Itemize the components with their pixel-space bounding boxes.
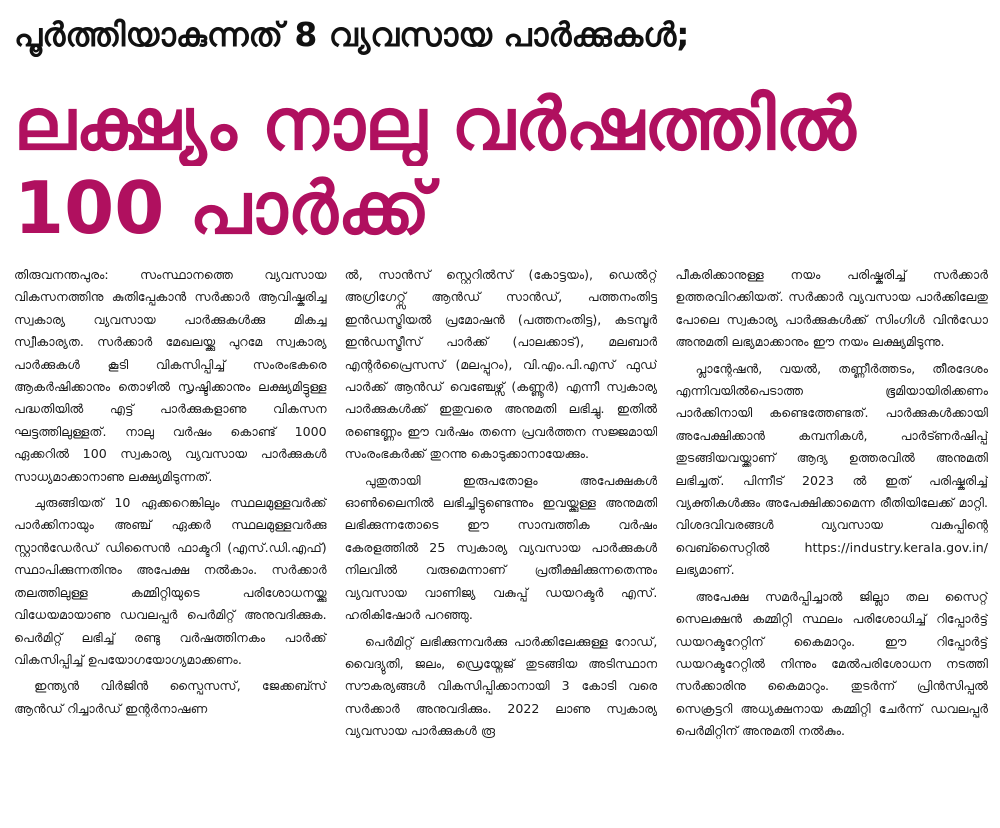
- article-body: [14, 264, 988, 824]
- body-paragraph: അപേക്ഷ സമർപ്പിച്ചാൽ ജില്ലാ തല സൈറ്റ് സെലക്ഷൻ കമ്മിറ്റി സ്ഥലം പരിശോധിച്ച് റിപ്പോർട്ട് ഡയറക്ടറേറ്റിന് കൈമാറും. ഈ റിപ്പോർട്ട് ഡയറക്ടറേറ്റിൽ നിന്നും മേൽപരിശോധന നടത്തി സർക്കാരിനു കൈമാറും. തുടർന്ന് പ്രിൻസിപ്പൽ സെക്രട്ടറി അധ്യക്ഷനായ കമ്മിറ്റി ചേർന്ന് ഡവലപ്പർ പെർമിറ്റിന് അനുമതി നൽകും.: [675, 588, 989, 739]
- body-column-3: [675, 264, 988, 824]
- body-column-2: [345, 264, 658, 824]
- body-paragraph: ഇന്ത്യൻ വിർജിൻ സ്പൈസസ്, ജേക്കബ്സ് ആൻഡ് റിച്ചാർഡ് ഇന്റർനാഷണ: [14, 678, 327, 716]
- headline-line-2: 100 പാർക്ക്: [14, 166, 431, 250]
- body-paragraph: ൽ, സാൻസ് സ്റ്റെറിൽസ് (കോട്ടയം), ഡെൽറ്റ് അഗ്രിഗേറ്റ്സ് ആൻഡ് സാൻഡ്, പത്തനംതിട്ട ഇൻഡസ്ട്രിയൽ പ്രമോഷൻ (പത്തനംതിട്ട), കടമ്പൂർ ഇൻഡസ്ട്രീസ് പാർക്ക് (പാലക്കാട്), മലബാർ എന്റർപ്രൈസസ് (മലപ്പുറം), വി.എം.പി.എസ് ഫുഡ് പാർക്ക് ആൻഡ് വെഞ്ചേഴ്സ് (കണ്ണൂർ) എന്നീ സ്വകാര്യ പാർക്കുകൾക്ക് ഇതുവരെ അനുമതി ലഭിച്ചു. ഇതിൽ രണ്ടെണ്ണം ഈ വർഷം തന്നെ പ്രവർത്തന സജ്ജമായി സംരംഭകർക്ക് തുറന്നു കൊടുക്കാനായേക്കും.: [344, 267, 658, 462]
- body-paragraph: പ്ലാന്റേഷൻ, വയൽ, തണ്ണീർത്തടം, തീരദേശം എന്നിവയിൽപെടാത്ത ഭൂമിയായിരിക്കണം പാർക്കിനായി കണ്ടെത്തേണ്ടത്. പാർക്കുകൾക്കായി അപേക്ഷിക്കാൻ കമ്പനികൾ, പാർട്ണർഷിപ്പ് തുടങ്ങിയവയ്ക്കാണ് ആദ്യ ഉത്തരവിൽ അനുമതി ലഭിച്ചത്. പിന്നീട് 2023 ൽ ഇത് പരിഷ്കരിച്ച് വ്യക്തികൾക്കും അപേക്ഷിക്കാമെന്ന രീതിയിലേക്ക് മാറ്റി. വിശദവിവരങ്ങൾ വ്യവസായ വകുപ്പിന്റെ വെബ്സൈറ്റിൽ https://industry.kerala.gov.in/ ലഭ്യമാണ്.: [675, 360, 989, 578]
- body-column-1: [14, 264, 327, 824]
- article-headline: [14, 82, 989, 250]
- body-paragraph: ചുരുങ്ങിയത് 10 ഏക്കറെങ്കിലും സ്ഥലമുള്ളവർക്ക് പാർക്കിനായും അഞ്ച് ഏക്കർ സ്ഥലമുള്ളവർക്കു സ്റ്റാൻഡേർഡ് ഡിസൈൻ ഫാക്ടറി (എസ്.ഡി.എഫ്) സ്ഥാപിക്കുന്നതിനും അപേക്ഷ നൽകാം. സർക്കാർ തലത്തിലുള്ള കമ്മിറ്റിയുടെ പരിശോധനയ്ക്കു വിധേയമായാണു ഡവലപ്പർ പെർമിറ്റ് അനുവദിക്കുക. പെർമിറ്റ് ലഭിച്ച് രണ്ടു വർഷത്തിനകം പാർക്ക് വികസിപ്പിച്ച് ഉപയോഗയോഗ്യമാക്കണം.: [14, 495, 327, 667]
- body-paragraph: പീകരിക്കാനുള്ള നയം പരിഷ്കരിച്ച് സർക്കാർ ഉത്തരവിറക്കിയത്. സർക്കാർ വ്യവസായ പാർക്കിലേതു പോലെ സ്വകാര്യ പാർക്കുകൾക്ക് സിംഗിൾ വിൻഡോ അനുമതി ലഭ്യമാക്കാനും ഈ നയം ലക്ഷ്യമിടുന്നു.: [675, 267, 989, 350]
- body-paragraph: തിരുവനന്തപുരം: സംസ്ഥാനത്തെ വ്യവസായ വികസനത്തിനു കുതിപ്പേകാൻ സർക്കാർ ആവിഷ്കരിച്ച സ്വകാര്യ വ്യവസായ പാർക്കുകൾക്കു മികച്ച സ്വീകാര്യത. സർക്കാർ മേഖലയ്ക്കു പുറമേ സ്വകാര്യ പാർക്കുകൾ കൂടി വികസിപ്പിച്ച് സംരംഭകരെ ആകർഷിക്കാനും തൊഴിൽ സൃഷ്ടിക്കാനും ലക്ഷ്യമിട്ടുള്ള പദ്ധതിയിൽ എട്ട് പാർക്കുകളാണു വികസന ഘട്ടത്തിലുള്ളത്. നാലു വർഷം കൊണ്ട് 1000 ഏക്കറിൽ 100 സ്വകാര്യ വ്യവസായ പാർക്കുകൾ സാധ്യമാക്കാനാണു ലക്ഷ്യമിടുന്നത്.: [14, 267, 327, 484]
- body-paragraph: പെർമിറ്റ് ലഭിക്കുന്നവർക്കു പാർക്കിലേക്കുള്ള റോഡ്, വൈദ്യുതി, ജലം, ഡ്രെയ്നേജ് തുടങ്ങിയ അടിസ്ഥാന സൗകര്യങ്ങൾ വികസിപ്പിക്കാനായി 3 കോടി വരെ സർക്കാർ അനുവദിക്കും. 2022 ലാണു സ്വകാര്യ വ്യവസായ പാർക്കുകൾ രൂ: [344, 633, 658, 739]
- headline-line-1: ലക്ഷ്യം നാലു വർഷത്തിൽ: [14, 82, 856, 166]
- article-kicker: പൂർത്തിയാകുന്നത് 8 വ്യവസായ പാർക്കുകൾ;: [14, 15, 690, 54]
- body-paragraph: പുതുതായി ഇരുപതോളം അപേക്ഷകൾ ഓൺലൈനിൽ ലഭിച്ചിട്ടുണ്ടെന്നും ഇവയ്ക്കുള്ള അനുമതി ലഭിക്കുന്നതോടെ ഈ സാമ്പത്തിക വർഷം കേരളത്തിൽ 25 സ്വകാര്യ വ്യവസായ പാർക്കുകൾ നിലവിൽ വരുമെന്നാണ് പ്രതീക്ഷിക്കുന്നതെന്നും വ്യവസായ വാണിജ്യ വകുപ്പ് ഡയറക്ടർ എസ്. ഹരികിഷോർ പറഞ്ഞു.: [344, 472, 658, 623]
